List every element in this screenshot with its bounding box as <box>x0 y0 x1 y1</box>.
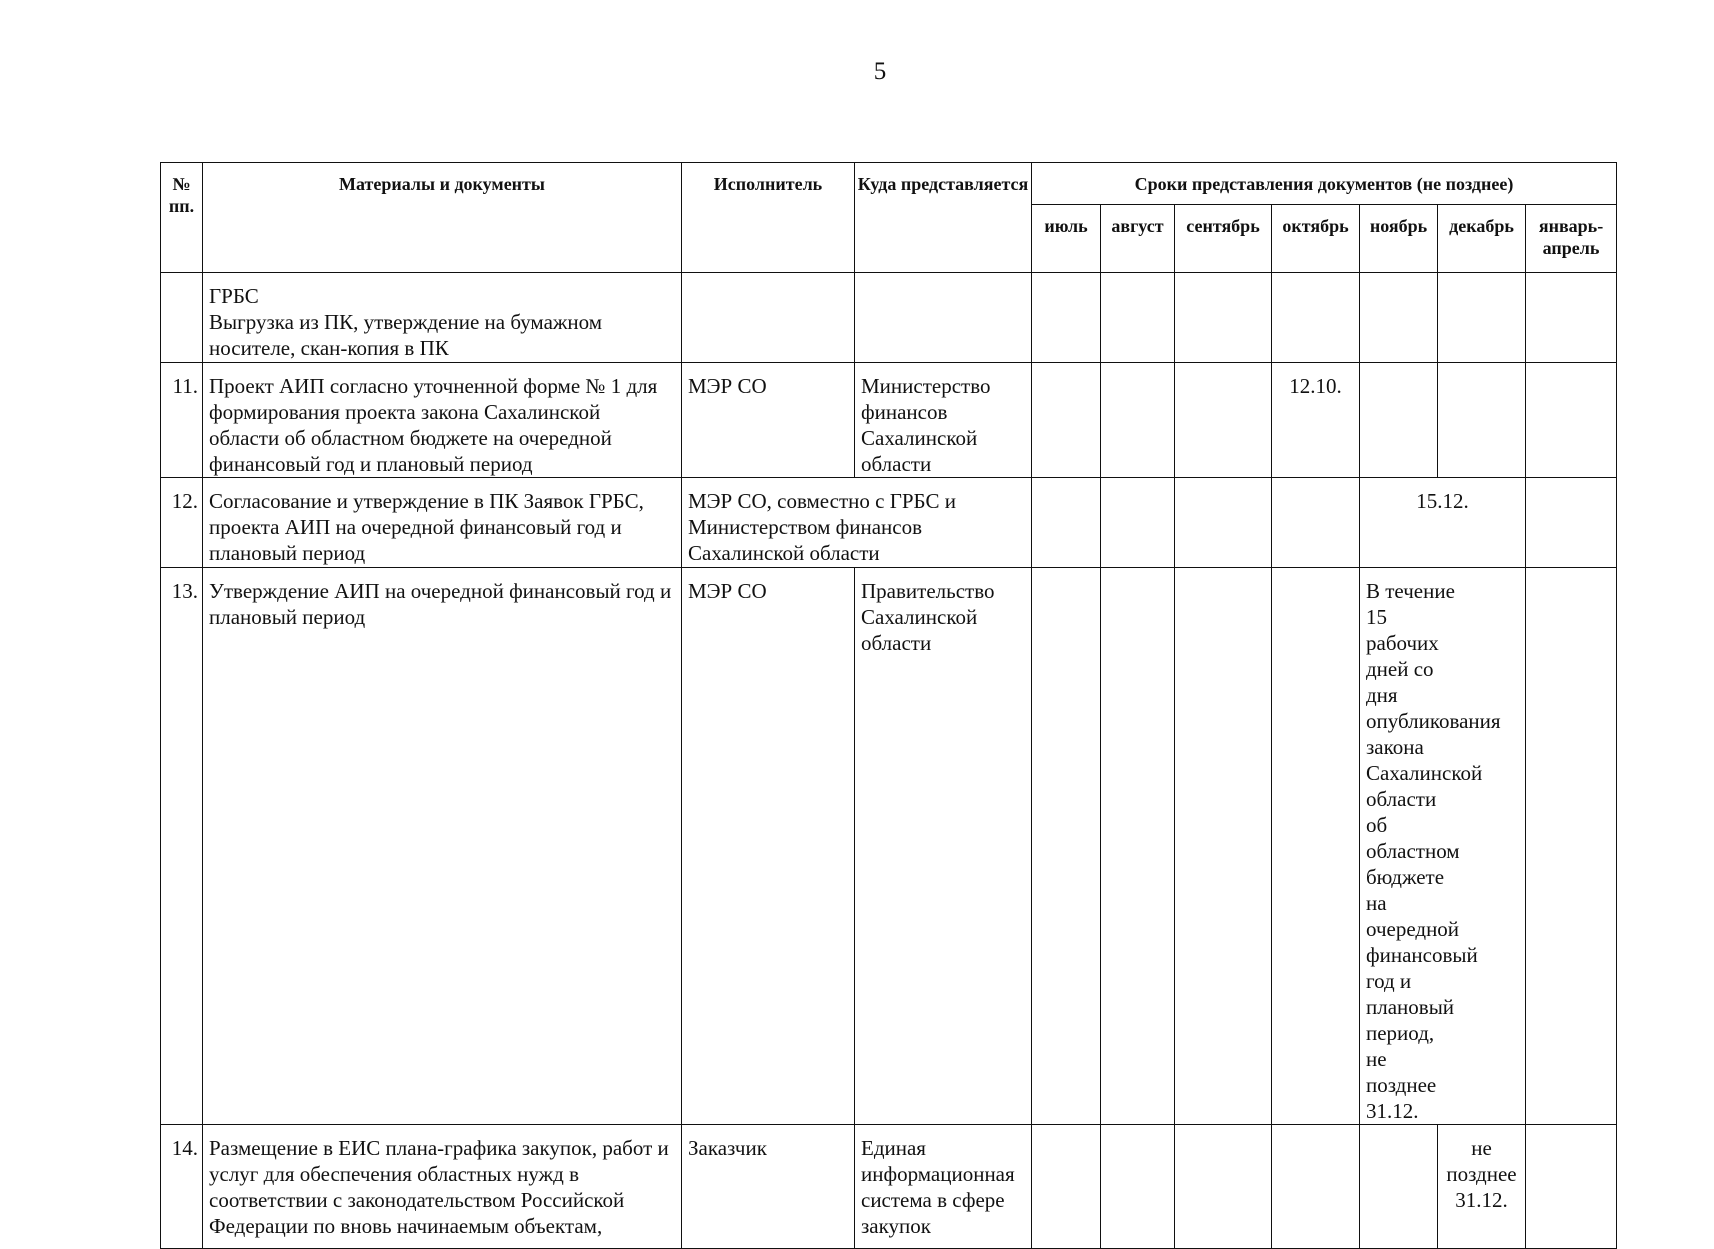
row-materials: Утверждение АИП на очередной финансовый год и плановый период <box>203 568 682 1125</box>
row-materials: ГРБС Выгрузка из ПК, утверждение на бумажном носителе, скан-копия в ПК <box>203 273 682 363</box>
table-row <box>161 1125 1617 1249</box>
header-executor: Исполнитель <box>682 163 855 273</box>
row-materials: Согласование и утверждение в ПК Заявок ГРБС, проекта АИП на очередной финансовый год и плановый период <box>203 478 682 568</box>
header-month: октябрь <box>1272 205 1360 273</box>
page-number: 5 <box>873 58 887 85</box>
row-destination: Министерство финансов Сахалинской области <box>855 363 1032 478</box>
row-number: 13. <box>161 568 203 1125</box>
header-month: ноябрь <box>1360 205 1438 273</box>
row-executor: МЭР СО <box>682 568 855 1125</box>
header-materials: Материалы и документы <box>203 163 682 273</box>
table-row <box>161 568 1617 1125</box>
header-month: сентябрь <box>1175 205 1272 273</box>
row-deadline: В течение 15 рабочих дней со дня опубликования закона Сахалинской области об областном бюджете на очередной финансовый год и плановый период, не позднее 31.12. <box>1360 568 1526 1125</box>
row-number <box>161 273 203 363</box>
header-deadlines: Сроки представления документов (не позднее) <box>1032 163 1617 205</box>
row-executor: Заказчик <box>682 1125 855 1249</box>
row-materials: Проект АИП согласно уточненной форме № 1 для формирования проекта закона Сахалинской области об областном бюджете на очередной финансовый год и плановый период <box>203 363 682 478</box>
header-destination: Куда представляется <box>855 163 1032 273</box>
header-month: июль <box>1032 205 1101 273</box>
header-month: август <box>1101 205 1175 273</box>
row-number: 12. <box>161 478 203 568</box>
row-number: 14. <box>161 1125 203 1249</box>
row-materials: Размещение в ЕИС плана-графика закупок, работ и услуг для обеспечения областных нужд в соответствии с законодательством Российской Федерации по вновь начинаемым объектам, <box>203 1125 682 1249</box>
table-header-row <box>161 163 1617 205</box>
table-row <box>161 363 1617 478</box>
row-destination <box>855 273 1032 363</box>
table-row <box>161 478 1617 568</box>
row-deadline: не позднее 31.12. <box>1438 1125 1526 1249</box>
row-destination: Единая информационная система в сфере закупок <box>855 1125 1032 1249</box>
row-number: 11. <box>161 363 203 478</box>
header-month: январь-апрель <box>1526 205 1617 273</box>
schedule-table <box>160 162 1617 1249</box>
row-executor: МЭР СО, совместно с ГРБС и Министерством финансов Сахалинской области <box>682 478 1032 568</box>
header-num: № пп. <box>161 163 203 273</box>
row-deadline: 12.10. <box>1272 363 1360 478</box>
row-deadline: 15.12. <box>1360 478 1526 568</box>
row-executor: МЭР СО <box>682 363 855 478</box>
row-destination: Правительство Сахалинской области <box>855 568 1032 1125</box>
table-row <box>161 273 1617 363</box>
row-executor <box>682 273 855 363</box>
header-month: декабрь <box>1438 205 1526 273</box>
